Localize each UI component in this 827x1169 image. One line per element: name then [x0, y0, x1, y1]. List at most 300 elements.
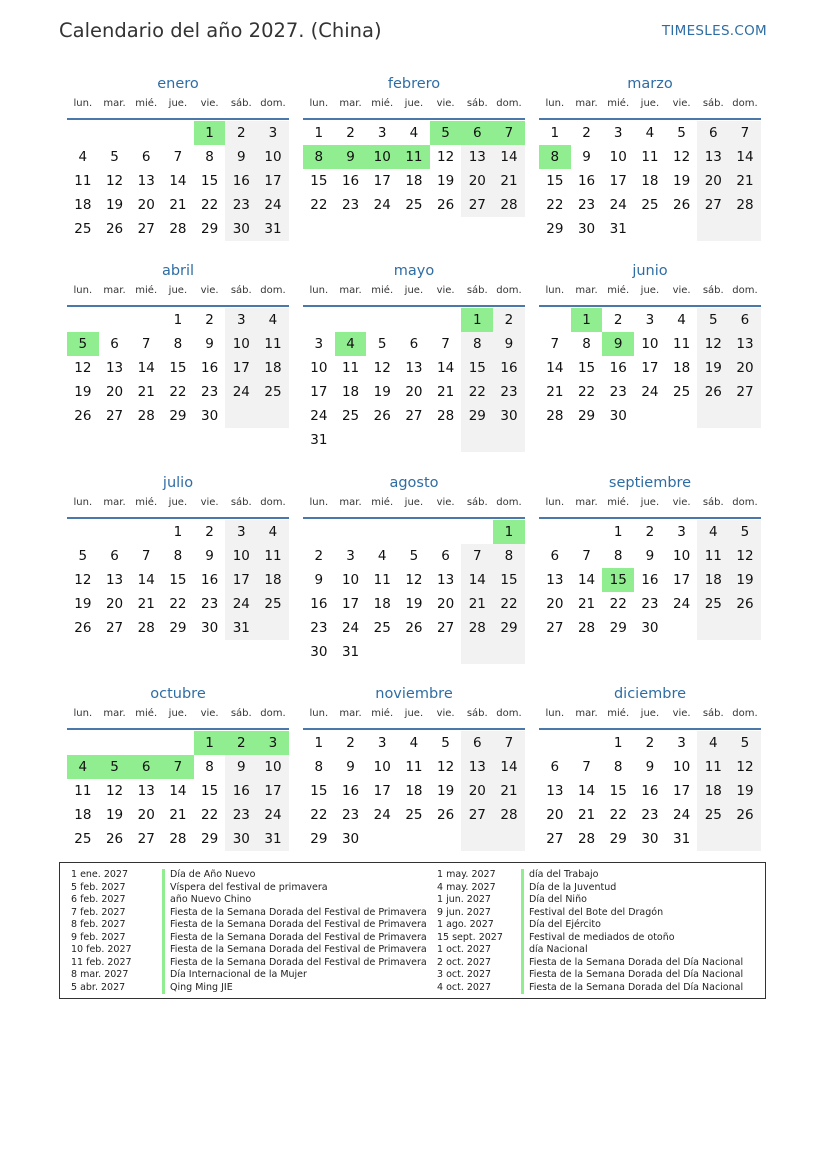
day-cell: 31 — [341, 644, 360, 660]
day-cell: 29 — [169, 620, 187, 636]
day-cell: 11 — [257, 544, 289, 568]
day-cell: 9 — [582, 149, 591, 165]
month-diciembre — [539, 684, 761, 851]
day-cell: 9 — [205, 548, 214, 564]
empty-cell — [335, 428, 367, 452]
day-cell: 17 — [310, 384, 328, 400]
day-cell: 25 — [74, 221, 92, 237]
holiday-name: Día Internacional de la Mujer — [162, 969, 307, 982]
day-cell: 30 — [493, 404, 525, 428]
day-cell: 25 — [641, 197, 659, 213]
day-cell: 21 — [437, 384, 455, 400]
day-cell: 7 — [141, 548, 151, 564]
weekday-label: sáb. — [230, 708, 252, 719]
day-cell: 28 — [546, 408, 564, 424]
weekday-label: mié. — [371, 98, 394, 109]
empty-cell — [430, 520, 462, 544]
day-cell: 3 — [677, 735, 686, 751]
week-row — [67, 520, 289, 544]
day-cell: 6 — [550, 548, 560, 564]
month-julio — [67, 473, 289, 640]
day-cell: 30 — [225, 217, 257, 241]
month-abril — [67, 261, 289, 428]
weekday-label: lun. — [73, 497, 93, 508]
day-cell: 27 — [105, 408, 124, 424]
day-cell: 20 — [546, 596, 564, 612]
day-cell: 5 — [729, 731, 761, 755]
day-cell: 18 — [697, 568, 729, 592]
day-cell: 21 — [546, 384, 564, 400]
weekday-label: mié. — [607, 708, 630, 719]
day-cell: 12 — [673, 149, 691, 165]
week-row — [67, 755, 289, 779]
day-cell: 19 — [437, 173, 455, 189]
day-cell: 2 — [205, 524, 214, 540]
week-row — [539, 779, 761, 803]
empty-cell — [539, 520, 571, 544]
day-cell: 20 — [729, 356, 761, 380]
empty-cell — [99, 308, 131, 332]
day-cell: 26 — [373, 408, 391, 424]
day-cell: 8 — [613, 759, 623, 775]
empty-cell — [539, 731, 571, 755]
day-cell: 22 — [169, 384, 187, 400]
weekday-label: dom. — [496, 497, 522, 508]
day-cell: 9 — [314, 572, 324, 588]
week-row — [67, 356, 289, 380]
day-cell: 9 — [346, 759, 355, 775]
day-cell: 29 — [310, 831, 328, 847]
day-cell: 27 — [461, 193, 493, 217]
holiday-date: 10 feb. 2027 — [71, 944, 132, 955]
day-cell: 2 — [645, 524, 655, 540]
day-cell: 1 — [173, 524, 183, 540]
day-cell: 5 — [441, 735, 450, 751]
holiday-day-cell: 1 — [194, 121, 226, 145]
day-cell: 1 — [550, 125, 560, 141]
empty-cell — [430, 428, 462, 452]
day-cell: 23 — [310, 620, 328, 636]
day-cell: 30 — [201, 620, 219, 636]
day-cell: 29 — [201, 221, 219, 237]
day-cell: 18 — [373, 596, 391, 612]
day-cell: 20 — [137, 197, 155, 213]
day-cell: 4 — [409, 735, 419, 751]
empty-cell — [257, 616, 289, 640]
weekday-label: sáb. — [230, 285, 252, 296]
day-cell: 13 — [546, 572, 564, 588]
week-row — [539, 731, 761, 755]
weekday-header — [539, 283, 761, 307]
day-cell: 21 — [577, 596, 596, 612]
week-row — [539, 169, 761, 193]
day-cell: 4 — [257, 308, 289, 332]
weekday-label: lun. — [73, 98, 93, 109]
empty-cell — [539, 308, 571, 332]
week-row — [303, 380, 525, 404]
day-cell: 1 — [613, 735, 623, 751]
day-cell: 7 — [550, 336, 560, 352]
holiday-name: Fiesta de la Semana Dorada del Día Nacional — [521, 969, 743, 982]
holiday-day-cell: 3 — [257, 731, 289, 755]
weekday-label: jue. — [640, 98, 660, 109]
weekday-label: vie. — [672, 98, 691, 109]
day-cell: 15 — [609, 783, 627, 799]
day-cell: 17 — [373, 783, 391, 799]
day-cell: 4 — [677, 312, 686, 328]
day-cell: 16 — [201, 572, 219, 588]
day-cell: 7 — [461, 544, 493, 568]
day-cell: 17 — [673, 572, 691, 588]
holiday-day-cell: 1 — [461, 308, 493, 332]
day-cell: 15 — [546, 173, 564, 189]
day-cell: 30 — [577, 221, 596, 237]
day-cell: 24 — [641, 384, 659, 400]
empty-cell — [335, 520, 367, 544]
day-cell: 15 — [169, 572, 187, 588]
weekday-header — [303, 495, 525, 519]
day-cell: 15 — [310, 173, 328, 189]
day-cell: 23 — [341, 807, 360, 823]
weekday-header — [539, 96, 761, 120]
day-cell: 16 — [641, 572, 659, 588]
weekday-label: jue. — [168, 708, 188, 719]
weekday-label: dom. — [260, 497, 286, 508]
day-cell: 11 — [74, 173, 92, 189]
month-febrero — [303, 74, 525, 217]
day-cell: 15 — [201, 173, 219, 189]
week-row — [539, 404, 761, 428]
day-cell: 21 — [137, 384, 155, 400]
day-cell: 11 — [74, 783, 92, 799]
week-row — [539, 803, 761, 827]
day-cell: 24 — [673, 807, 691, 823]
day-cell: 18 — [257, 568, 289, 592]
weekday-label: vie. — [200, 98, 219, 109]
day-cell: 3 — [314, 336, 324, 352]
day-cell: 13 — [461, 145, 493, 169]
empty-cell — [430, 640, 462, 664]
day-cell: 26 — [673, 197, 691, 213]
day-cell: 17 — [673, 783, 691, 799]
holiday-name: día del Trabajo — [521, 869, 598, 882]
week-row — [67, 568, 289, 592]
day-cell: 21 — [169, 197, 187, 213]
day-cell: 19 — [729, 779, 761, 803]
day-cell: 27 — [137, 831, 155, 847]
day-cell: 5 — [729, 520, 761, 544]
empty-cell — [666, 217, 698, 241]
week-row — [539, 121, 761, 145]
weekday-header — [303, 706, 525, 730]
weekday-label: vie. — [672, 497, 691, 508]
holiday-date: 1 jun. 2027 — [437, 894, 491, 905]
day-cell: 28 — [493, 803, 525, 827]
day-cell: 31 — [257, 217, 289, 241]
day-cell: 19 — [74, 384, 92, 400]
day-cell: 23 — [201, 384, 219, 400]
day-cell: 22 — [577, 384, 596, 400]
holiday-name: Fiesta de la Semana Dorada del Festival de Primavera — [162, 944, 427, 957]
week-row — [539, 332, 761, 356]
holiday-day-cell: 6 — [461, 121, 493, 145]
day-cell: 4 — [257, 520, 289, 544]
week-row — [67, 380, 289, 404]
month-name: marzo — [627, 76, 673, 92]
day-cell: 10 — [225, 332, 257, 356]
holiday-day-cell: 8 — [303, 145, 335, 169]
day-cell: 3 — [377, 735, 387, 751]
weekday-label: mié. — [135, 497, 158, 508]
week-row — [539, 755, 761, 779]
empty-cell — [493, 640, 525, 664]
day-cell: 24 — [373, 197, 391, 213]
day-cell: 14 — [577, 783, 596, 799]
weekday-label: sáb. — [466, 98, 488, 109]
day-cell: 15 — [169, 360, 187, 376]
empty-cell — [634, 217, 666, 241]
day-cell: 7 — [729, 121, 761, 145]
day-cell: 30 — [641, 620, 659, 636]
day-cell: 23 — [341, 197, 360, 213]
day-cell: 25 — [697, 803, 729, 827]
holiday-list — [59, 862, 766, 999]
holiday-day-cell: 1 — [493, 520, 525, 544]
day-cell: 22 — [169, 596, 187, 612]
day-cell: 13 — [137, 783, 155, 799]
week-row — [539, 380, 761, 404]
day-cell: 8 — [205, 759, 214, 775]
day-cell: 1 — [314, 735, 324, 751]
month-name: febrero — [387, 76, 441, 92]
weekday-label: mié. — [607, 98, 630, 109]
weekday-label: sáb. — [702, 708, 724, 719]
empty-cell — [67, 308, 99, 332]
holiday-date: 8 feb. 2027 — [71, 919, 126, 930]
day-cell: 23 — [201, 596, 219, 612]
day-cell: 19 — [673, 173, 691, 189]
day-cell: 27 — [437, 620, 455, 636]
day-cell: 23 — [577, 197, 596, 213]
holiday-name: Día del Ejército — [521, 919, 601, 932]
day-cell: 20 — [437, 596, 455, 612]
day-cell: 13 — [461, 755, 493, 779]
day-cell: 19 — [105, 197, 124, 213]
day-cell: 5 — [78, 548, 88, 564]
empty-cell — [398, 428, 430, 452]
weekday-label: mié. — [135, 285, 158, 296]
weekday-label: lun. — [73, 285, 93, 296]
weekday-label: vie. — [672, 708, 691, 719]
day-cell: 21 — [493, 779, 525, 803]
empty-cell — [729, 217, 761, 241]
day-cell: 21 — [169, 807, 187, 823]
empty-cell — [493, 428, 525, 452]
day-cell: 17 — [257, 779, 289, 803]
holiday-name: Víspera del festival de primavera — [162, 882, 328, 895]
day-cell: 6 — [110, 548, 119, 564]
day-cell: 10 — [257, 755, 289, 779]
day-cell: 19 — [729, 568, 761, 592]
week-row — [303, 169, 525, 193]
day-cell: 25 — [673, 384, 691, 400]
day-cell: 27 — [137, 221, 155, 237]
holiday-date: 4 may. 2027 — [437, 881, 496, 893]
week-row — [67, 121, 289, 145]
day-cell: 24 — [341, 620, 360, 636]
empty-cell — [303, 308, 335, 332]
day-cell: 18 — [641, 173, 659, 189]
month-septiembre — [539, 473, 761, 640]
day-cell: 2 — [645, 735, 655, 751]
month-name: agosto — [389, 475, 439, 491]
holiday-name: año Nuevo Chino — [162, 894, 251, 907]
day-cell: 28 — [169, 221, 187, 237]
day-cell: 13 — [105, 360, 124, 376]
day-cell: 2 — [314, 548, 324, 564]
weekday-label: mié. — [135, 98, 158, 109]
day-cell: 14 — [493, 755, 525, 779]
day-cell: 8 — [493, 544, 525, 568]
weekday-label: jue. — [168, 285, 188, 296]
month-enero — [67, 74, 289, 241]
week-row — [539, 568, 761, 592]
holiday-name: Fiesta de la Semana Dorada del Festival de Primavera — [162, 957, 427, 970]
day-cell: 18 — [257, 356, 289, 380]
day-cell: 23 — [225, 193, 257, 217]
weekday-header — [67, 495, 289, 519]
holiday-date: 5 abr. 2027 — [71, 981, 126, 993]
weekday-label: mié. — [135, 708, 158, 719]
day-cell: 20 — [137, 807, 155, 823]
day-cell: 23 — [609, 384, 627, 400]
day-cell: 21 — [493, 169, 525, 193]
day-cell: 18 — [405, 783, 423, 799]
empty-cell — [162, 731, 194, 755]
day-cell: 24 — [609, 197, 627, 213]
weekday-label: mar. — [103, 497, 126, 508]
empty-cell — [366, 520, 398, 544]
empty-cell — [666, 616, 698, 640]
weekday-label: vie. — [436, 497, 455, 508]
day-cell: 25 — [373, 620, 391, 636]
week-row — [303, 827, 525, 851]
day-cell: 7 — [441, 336, 450, 352]
day-cell: 8 — [314, 759, 324, 775]
day-cell: 26 — [729, 803, 761, 827]
day-cell: 28 — [577, 831, 596, 847]
day-cell: 10 — [373, 759, 391, 775]
weekday-label: dom. — [496, 285, 522, 296]
month-agosto — [303, 473, 525, 664]
day-cell: 6 — [409, 336, 419, 352]
weekday-label: vie. — [436, 98, 455, 109]
day-cell: 28 — [493, 193, 525, 217]
day-cell: 18 — [74, 807, 92, 823]
weekday-label: sáb. — [702, 98, 724, 109]
week-row — [303, 544, 525, 568]
weekday-label: lun. — [309, 497, 329, 508]
day-cell: 13 — [729, 332, 761, 356]
day-cell: 14 — [137, 360, 155, 376]
weekday-label: lun. — [309, 98, 329, 109]
day-cell: 16 — [493, 356, 525, 380]
day-cell: 12 — [729, 755, 761, 779]
weekday-label: mar. — [339, 98, 362, 109]
day-cell: 26 — [405, 620, 423, 636]
day-cell: 24 — [373, 807, 391, 823]
site-logo[interactable]: TIMESLES.COM — [661, 23, 767, 39]
day-cell: 16 — [609, 360, 627, 376]
day-cell: 25 — [341, 408, 360, 424]
day-cell: 12 — [437, 759, 455, 775]
day-cell: 22 — [201, 197, 219, 213]
day-cell: 14 — [493, 145, 525, 169]
month-name: enero — [157, 76, 199, 92]
empty-cell — [67, 520, 99, 544]
day-cell: 17 — [609, 173, 627, 189]
day-cell: 10 — [673, 759, 691, 775]
week-row — [67, 169, 289, 193]
day-cell: 20 — [105, 596, 124, 612]
month-name: junio — [632, 263, 668, 279]
day-cell: 14 — [729, 145, 761, 169]
day-cell: 10 — [609, 149, 627, 165]
day-cell: 6 — [141, 149, 151, 165]
week-row — [539, 217, 761, 241]
weekday-label: lun. — [309, 708, 329, 719]
day-cell: 16 — [201, 360, 219, 376]
holiday-date: 5 feb. 2027 — [71, 881, 126, 893]
empty-cell — [366, 827, 398, 851]
day-cell: 14 — [169, 783, 187, 799]
week-row — [67, 308, 289, 332]
day-cell: 31 — [673, 831, 691, 847]
day-cell: 7 — [141, 336, 151, 352]
weekday-label: dom. — [496, 98, 522, 109]
day-cell: 3 — [225, 308, 257, 332]
weekday-label: jue. — [404, 497, 424, 508]
day-cell: 17 — [641, 360, 659, 376]
day-cell: 6 — [697, 121, 729, 145]
weekday-header — [67, 706, 289, 730]
day-cell: 3 — [645, 312, 655, 328]
weekday-label: dom. — [260, 708, 286, 719]
day-cell: 28 — [169, 831, 187, 847]
weekday-label: mié. — [607, 497, 630, 508]
day-cell: 12 — [105, 173, 124, 189]
day-cell: 13 — [137, 173, 155, 189]
week-row — [303, 520, 525, 544]
holiday-date: 1 ago. 2027 — [437, 919, 494, 930]
month-name: septiembre — [608, 475, 692, 491]
day-cell: 18 — [74, 197, 92, 213]
day-cell: 10 — [257, 145, 289, 169]
week-row — [303, 568, 525, 592]
day-cell: 19 — [373, 384, 391, 400]
empty-cell — [697, 616, 729, 640]
weekday-label: jue. — [404, 285, 424, 296]
day-cell: 15 — [461, 356, 493, 380]
day-cell: 13 — [697, 145, 729, 169]
week-row — [67, 731, 289, 755]
weekday-label: jue. — [640, 497, 660, 508]
empty-cell — [398, 827, 430, 851]
day-cell: 29 — [609, 620, 627, 636]
week-row — [303, 308, 525, 332]
holiday-name: Festival del Bote del Dragón — [521, 907, 663, 920]
day-cell: 14 — [169, 173, 187, 189]
